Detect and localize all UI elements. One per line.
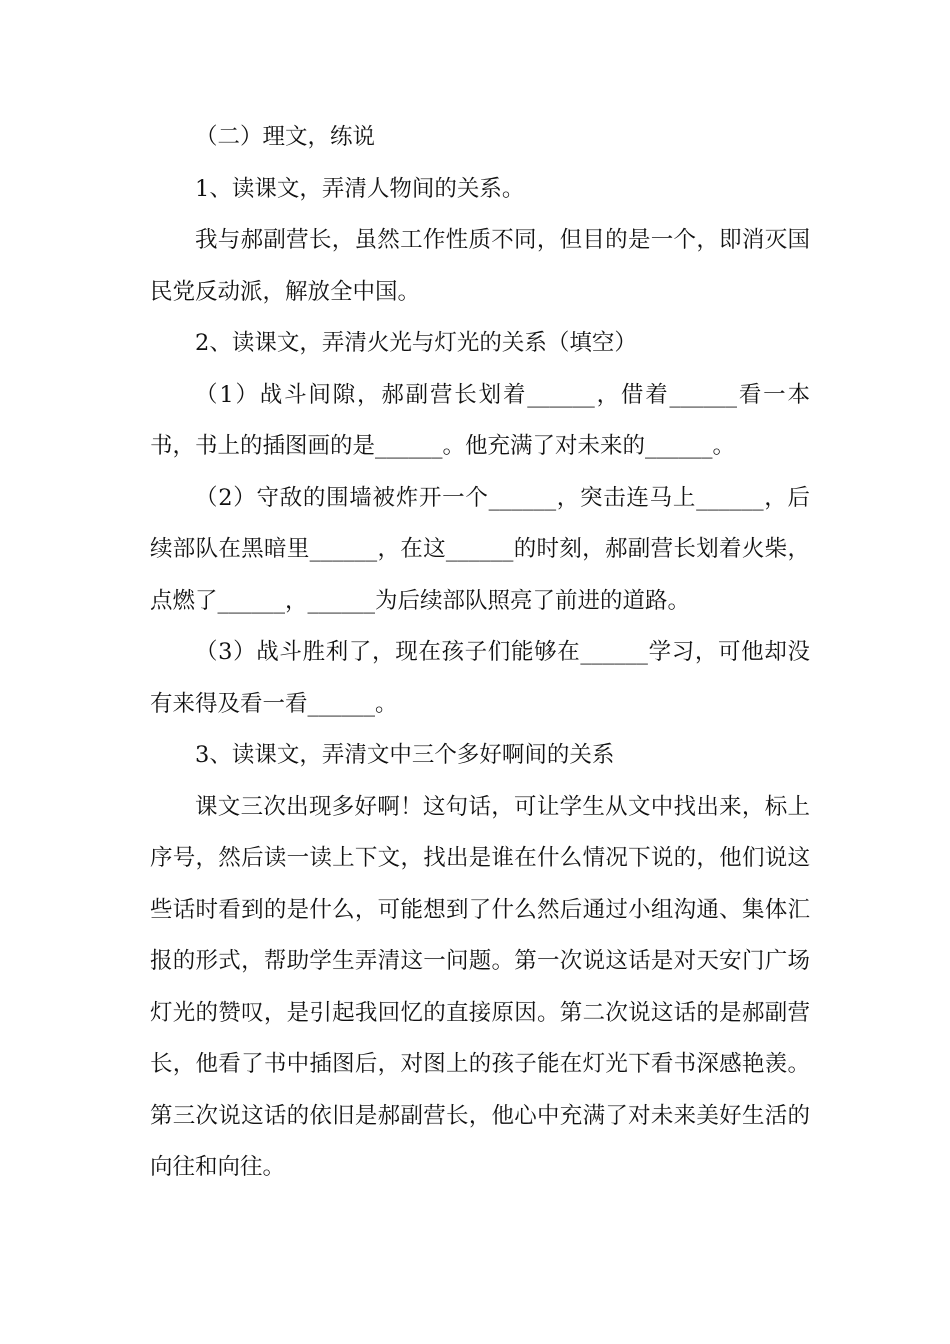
paragraph-explanation: 课文三次出现多好啊！这句话，可让学生从文中找出来，标上序号，然后读一读上下文，找出是谁在什么情况下说的，他们说这些话时看到的是什么，可能想到了什么然后通过小组沟通、集体汇报的形式，帮助学生弄清这一问题。第一次说这话是对天安门广场灯光的赞叹，是引起我回忆的直接原因。第二次说这话的是郝副营长，他看了书中插图后，对图上的孩子能在灯光下看书深感艳羡。第三次说这话的依旧是郝副营长，他心中充满了对未来美好生活的向往和向往。 — [150, 793, 810, 1180]
paragraph-relationship: 我与郝副营长，虽然工作性质不同，但目的是一个，即消灭国民党反动派，解放全中国。 — [150, 227, 810, 305]
item-heading-3: 3、读课文，弄清文中三个多好啊间的关系 — [195, 742, 615, 768]
item-heading-2: 2、读课文，弄清火光与灯光的关系（填空） — [195, 330, 637, 356]
fill-blank-3: （3）战斗胜利了，现在孩子们能够在______学习，可他却没有来得及看一看______。 — [150, 639, 810, 717]
item-heading-1: 1、读课文，弄清人物间的关系。 — [195, 175, 525, 202]
fill-blank-1: （1）战斗间隙，郝副营长划着______，借着______看一本书，书上的插图画的是______。他充满了对未来的______。 — [150, 381, 810, 459]
fill-blank-2: （2）守敌的围墙被炸开一个______，突击连马上______，后续部队在黑暗里______，在这______的时刻，郝副营长划着火柴，点燃了______，______为后续部队照亮了前进的道路。 — [150, 484, 810, 614]
document-body — [150, 112, 810, 1194]
section-heading: （二）理文，练说 — [195, 124, 376, 150]
